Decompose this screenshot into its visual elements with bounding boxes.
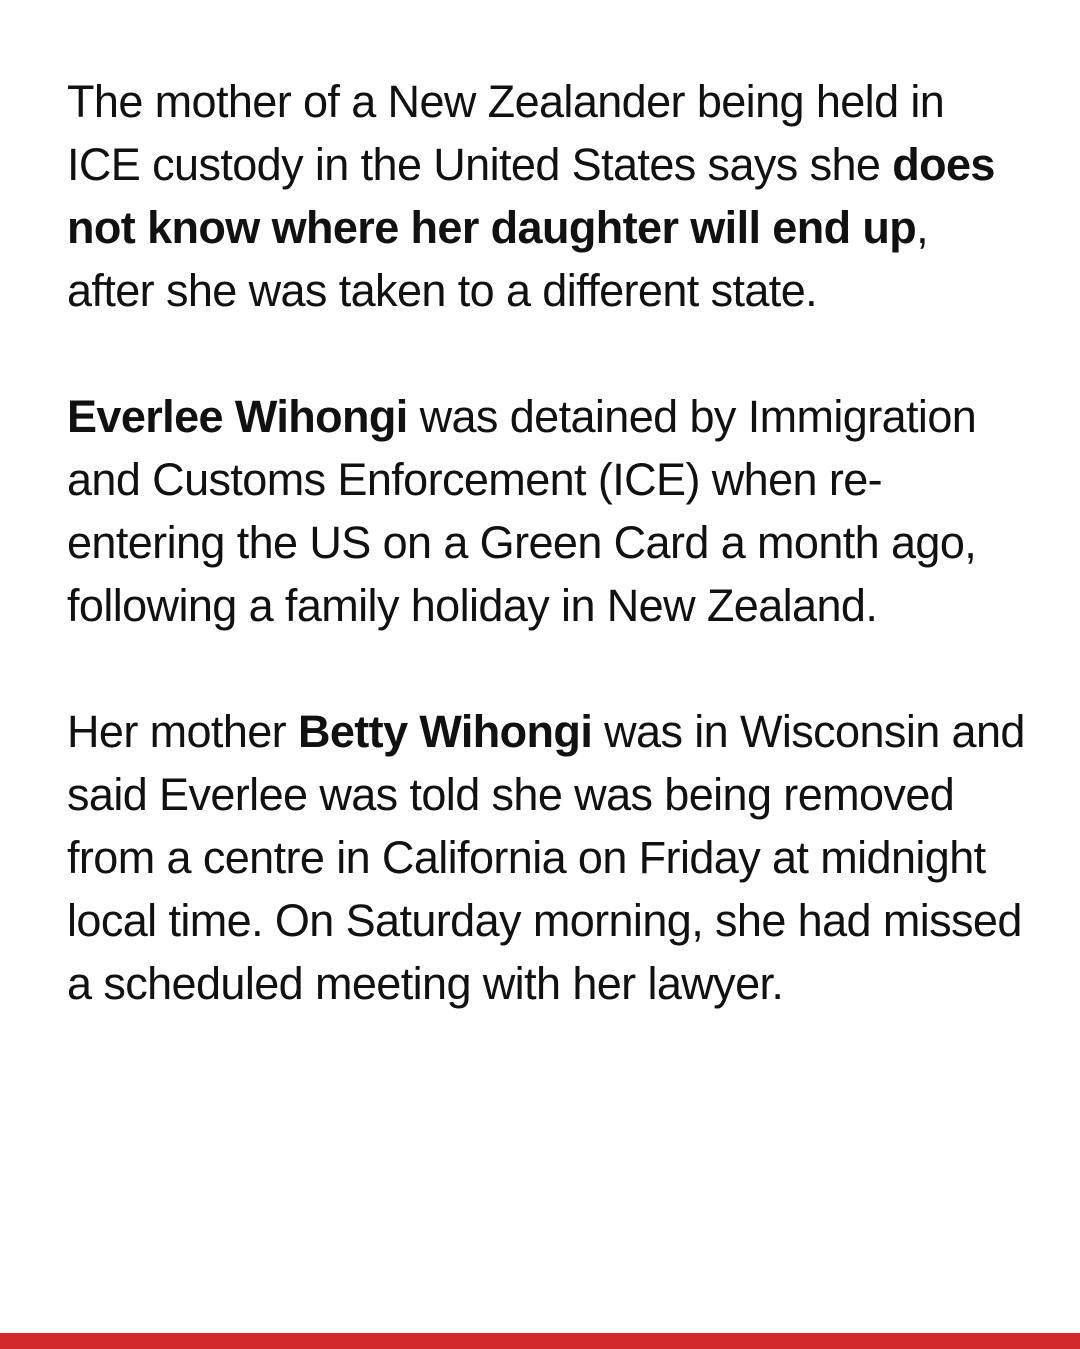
paragraph-3-text-a: Her mother <box>67 706 298 757</box>
paragraph-1-text-a: The mother of a New Zealander being held in ICE custody in the United States says she <box>67 76 945 190</box>
paragraph-1 <box>67 70 1027 322</box>
paragraph-1-text-c: , after she was taken to a different state. <box>67 202 929 316</box>
paragraph-3-bold-name: Betty Wihongi <box>297 706 593 757</box>
paragraph-2 <box>67 385 1027 637</box>
paragraph-3 <box>67 700 1027 1015</box>
paragraph-1-bold: does not know where her daughter will end up <box>67 139 995 253</box>
paragraph-2-bold-name: Everlee Wihongi <box>67 391 408 442</box>
article-body <box>67 70 1027 1078</box>
accent-bar <box>0 1333 1080 1349</box>
paragraph-2-text: was detained by Immigration and Customs Enforcement (ICE) when re-entering the US on a Green Card a month ago, following a family holiday in New Zealand. <box>67 391 977 631</box>
paragraph-3-text-c: was in Wisconsin and said Everlee was told she was being removed from a centre in California on Friday at midnight local time. On Saturday morning, she had missed a scheduled meeting with her lawyer. <box>67 706 1025 1009</box>
